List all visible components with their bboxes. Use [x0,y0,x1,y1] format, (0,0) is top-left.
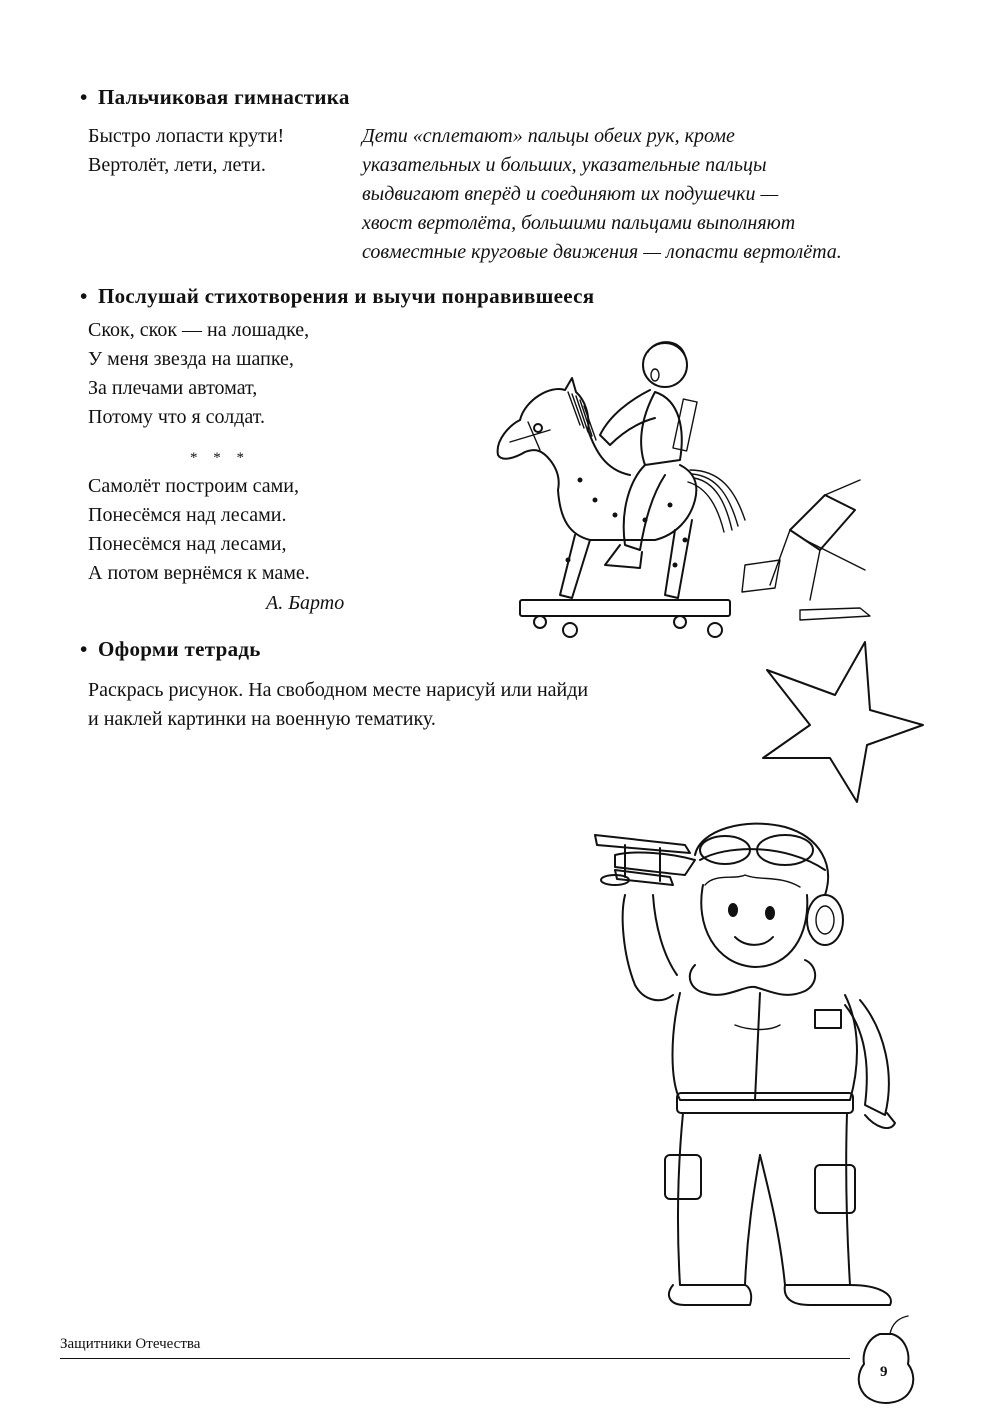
heading-text: Послушай стихотворения и выучи понравившееся [98,284,595,308]
instruction-line: Раскрась рисунок. На свободном месте нарисуй или найди [88,679,589,701]
instruction-line: выдвигают вперёд и соединяют их подушечки — [362,183,779,205]
poem-line: Самолёт построим сами, [88,475,299,497]
instruction-line: хвост вертолёта, большими пальцами выполняют [362,212,796,234]
poem-line: Быстро лопасти крути! [88,125,285,147]
poem-line: Понесёмся над лесами. [88,504,287,526]
notebook-instructions [88,676,588,734]
poem-plane [88,472,310,588]
footer-title: Защитники Отечества [60,1336,201,1352]
bullet: • [80,637,88,661]
section-heading-notebook [80,637,261,662]
boy-on-rocking-horse-illustration [480,330,880,650]
poem-horse [88,316,309,432]
heading-text: Пальчиковая гимнастика [98,85,350,109]
poem-line: Вертолёт, лети, лети. [88,154,266,176]
instruction-line: Дети «сплетают» пальцы обеих рук, кроме [362,125,735,147]
bullet: • [80,85,88,109]
section-heading-poems [80,284,594,309]
poem-line: А потом вернёмся к маме. [88,562,310,584]
poem-line: Потому что я солдат. [88,406,266,428]
section-heading-finger-gymnastics [80,85,350,110]
finger-poem [88,122,284,180]
heading-text: Оформи тетрадь [98,637,261,661]
poem-author: А. Барто [266,592,345,614]
child-pilot-with-toy-plane-illustration [585,815,905,1305]
star-outline [755,640,930,810]
poem-line: Понесёмся над лесами, [88,533,287,555]
finger-instructions [362,122,842,267]
poem-line: Скок, скок — на лошадке, [88,319,310,341]
pear-icon [850,1312,935,1407]
poem-line: У меня звезда на шапке, [88,348,294,370]
poem-separator: * * * [190,450,250,466]
poem-line: За плечами автомат, [88,377,258,399]
instruction-line: и наклей картинки на военную тематику. [88,708,436,730]
bullet: • [80,284,88,308]
footer-rule [60,1358,850,1359]
instruction-line: совместные круговые движения — лопасти вертолёта. [362,241,842,263]
instruction-line: указательных и больших, указательные пальцы [362,154,767,176]
page-number: 9 [880,1364,888,1380]
